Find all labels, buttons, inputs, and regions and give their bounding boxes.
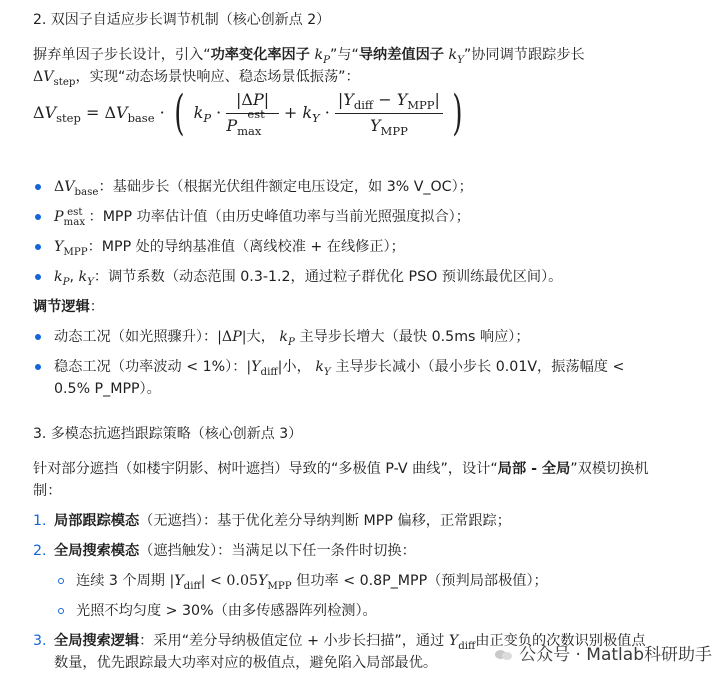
list-number: 2.: [33, 543, 47, 559]
global-search-logic: 全局搜索逻辑：采用“差分导纳极值定位 + 小步长扫描”，通过 $Y_{diff}$由正变负的次数识别极值点: [54, 633, 646, 652]
step-formula: $\Delta V_{step} = \Delta V_{base}$ · ( $k_P$ · $\frac{|\Delta P|}{P_{max}^{est}}$ + $k_Y$ · $\frac{|Y_{diff} - Y_{MPP}|}{Y_{MPP}}$ ): [33, 85, 463, 142]
mode-local-tracking: 局部跟踪模态（无遮挡）：基于优化差分导纳判断 MPP 偏移，正常跟踪；: [54, 513, 511, 529]
mode-global-search: 全局搜索模态（遮挡触发）：当满足以下任一条件时切换：: [54, 543, 416, 559]
sub-bullet: [56, 602, 66, 612]
watermark-text: 公众号 · Matlab科研助手: [519, 645, 712, 665]
logic-dynamic: 动态工况（如光照骤升）：|ΔP|大， $k_P$ 主导步长增大（最快 0.5ms 响应）；: [54, 329, 530, 348]
def-item-p-max-est: $P_{max}^{est}$ ：MPP 功率估计值（由历史峰值功率与当前光照强度拟合）；: [54, 207, 470, 228]
def-item-delta-v-base: $\Delta V_{base}$：基础步长（根据光伏组件额定电压设定，如 3% V_OC）；: [54, 179, 473, 198]
list-number: 3.: [33, 633, 47, 649]
logic-steady: 稳态工况（功率波动 < 1%）：$|Y_{diff}|$小， $k_Y$ 主导步长减小（最小步长 0.01V，振荡幅度 <: [54, 359, 625, 378]
section-2-intro-cont: $\Delta V_{step}$，实现“动态场景快响应、稳态场景低振荡”：: [33, 69, 360, 88]
global-search-logic-cont: 数量，优先跟踪最大功率对应的极值点，避免陷入局部最优。: [54, 655, 438, 671]
logic-title: 调节逻辑：: [33, 299, 104, 315]
section-2-title: 2. 双因子自适应步长调节机制（核心创新点 2）: [33, 12, 331, 28]
bullet: [33, 358, 43, 368]
bullet: [33, 208, 43, 218]
section-3-title: 3. 多模态抗遮挡跟踪策略（核心创新点 3）: [33, 426, 303, 442]
sub-bullet: [56, 572, 66, 582]
def-item-y-mpp: $Y_{MPP}$：MPP 处的导纳基准值（离线校准 + 在线修正）；: [54, 239, 405, 258]
watermark: [495, 642, 712, 668]
bullet: [33, 268, 43, 278]
section-2-intro: 摒弃单因子步长设计，引入“功率变化率因子 $k_P$”与“导纳差值因子 $k_Y$”协同调节跟踪步长: [33, 47, 585, 66]
bullet: [33, 238, 43, 248]
section-3-intro: 针对部分遮挡（如楼宇阴影、树叶遮挡）导致的“多极值 P-V 曲线”，设计“局部 - 全局”双模切换机: [33, 461, 649, 477]
section-3-intro-cont: 制：: [33, 483, 62, 499]
def-item-coefficients: $k_P$, $k_Y$：调节系数（动态范围 0.3-1.2，通过粒子群优化 PSO 预训练最优区间）。: [54, 269, 563, 288]
condition-irradiance: 光照不均匀度 > 30%（由多传感器阵列检测）。: [76, 603, 377, 619]
bullet: [33, 178, 43, 188]
logic-steady-cont: 0.5% P_MPP）。: [54, 381, 161, 397]
bullet: [33, 328, 43, 338]
condition-consecutive: 连续 3 个周期 $|Y_{diff}| < 0.05Y_{MPP}$ 但功率 < 0.8P_MPP（预判局部极值）；: [76, 573, 548, 592]
wechat-icon: [495, 648, 513, 662]
list-number: 1.: [33, 513, 47, 529]
